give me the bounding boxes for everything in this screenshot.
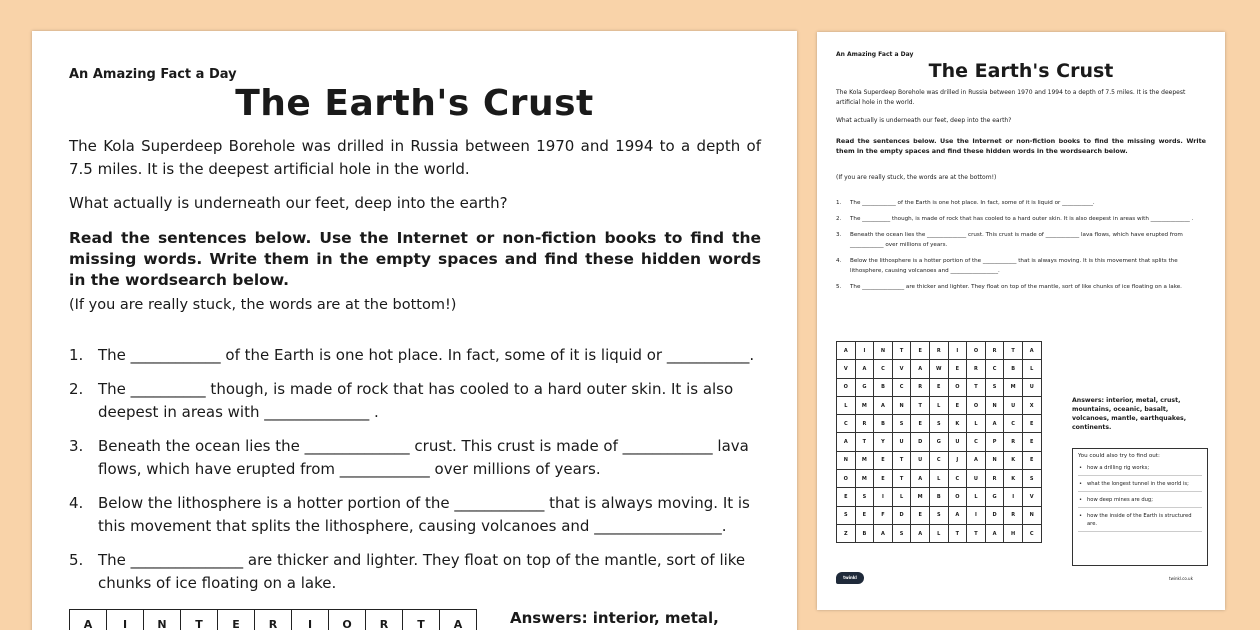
wordsearch-cell: C (967, 433, 986, 451)
answers-label: Answers: interior, metal, (510, 609, 719, 627)
wordsearch-cell: T (948, 524, 967, 542)
wordsearch-cell: O (967, 342, 986, 360)
wordsearch-row (837, 524, 1042, 542)
fill-in-small-item (836, 256, 1208, 276)
wordsearch-cell: E (218, 610, 255, 630)
wordsearch-cell: L (1022, 360, 1041, 378)
wordsearch-cell: A (837, 342, 856, 360)
wordsearch-cell: M (855, 451, 874, 469)
wordsearch-cell: M (911, 488, 930, 506)
wordsearch-cell: R (985, 470, 1004, 488)
wordsearch-cell: T (1004, 342, 1023, 360)
wordsearch-cell: N (874, 342, 893, 360)
wordsearch-cell: R (967, 360, 986, 378)
item-number: 1. (69, 346, 84, 364)
wordsearch-cell: L (837, 396, 856, 414)
item-number: 3. (69, 437, 84, 455)
wordsearch-cell: J (948, 451, 967, 469)
wordsearch-cell: B (855, 524, 874, 542)
wordsearch-cell: O (837, 378, 856, 396)
wordsearch-cell: V (892, 360, 911, 378)
item-text: The ____________ of the Earth is one hot place. In fact, some of it is liquid or ___________. (850, 200, 1095, 206)
wordsearch-cell: B (874, 415, 893, 433)
wordsearch-cell: R (1004, 433, 1023, 451)
wordsearch-cell: E (855, 506, 874, 524)
wordsearch-row (837, 415, 1042, 433)
wordsearch-cell: C (892, 378, 911, 396)
wordsearch-cell: A (70, 610, 107, 630)
worksheet-subtitle: An Amazing Fact a Day (69, 67, 237, 82)
wordsearch-cell: A (985, 415, 1004, 433)
wordsearch-row (837, 433, 1042, 451)
wordsearch-cell: E (929, 378, 948, 396)
wordsearch-cell: P (985, 433, 1004, 451)
wordsearch-cell: C (948, 470, 967, 488)
item-number: 2. (836, 216, 842, 222)
wordsearch-cell: A (440, 610, 477, 630)
find-out-title: You could also try to find out: (1078, 453, 1160, 459)
fill-in-small-item (836, 214, 1208, 224)
wordsearch-cell: V (1022, 488, 1041, 506)
wordsearch-cell: D (892, 506, 911, 524)
wordsearch-cell: T (892, 451, 911, 469)
wordsearch-cell: S (1022, 470, 1041, 488)
wordsearch-cell: I (967, 506, 986, 524)
find-out-item: • what the longest tunnel in the world is; (1078, 480, 1202, 492)
stuck-note: (If you are really stuck, the words are at the bottom!) (69, 297, 457, 313)
fill-in-item (69, 344, 769, 367)
wordsearch-cell: R (366, 610, 403, 630)
wordsearch-cell: E (948, 360, 967, 378)
instructions-text: Read the sentences below. Use the Internet or non-fiction books to find the missing words. Write them in the empty spaces and find these hidden words in the wordsearch below. (69, 229, 761, 289)
wordsearch-cell: L (967, 415, 986, 433)
item-text: The _______________ are thicker and lighter. They float on top of the mantle, sort of like chunks of ice floating on a lake. (98, 551, 746, 592)
wordsearch-cell: C (929, 451, 948, 469)
wordsearch-cell: A (911, 470, 930, 488)
item-text: The ____________ of the Earth is one hot place. In fact, some of it is liquid or ___________. (98, 346, 755, 364)
wordsearch-row (837, 342, 1042, 360)
wordsearch-cell: G (855, 378, 874, 396)
find-out-item: • how deep mines are dug; (1078, 496, 1202, 508)
wordsearch-row (837, 488, 1042, 506)
wordsearch-cell: A (967, 451, 986, 469)
wordsearch-cell: L (929, 396, 948, 414)
wordsearch-cell: O (837, 470, 856, 488)
wordsearch-cell: A (985, 524, 1004, 542)
wordsearch-row (837, 506, 1042, 524)
fill-in-list (69, 344, 769, 606)
wordsearch-cell: M (855, 470, 874, 488)
wordsearch-cell: C (837, 415, 856, 433)
wordsearch-row (837, 396, 1042, 414)
wordsearch-cell: R (255, 610, 292, 630)
wordsearch-cell: S (929, 506, 948, 524)
wordsearch-cell: W (929, 360, 948, 378)
find-out-box (1072, 448, 1208, 566)
wordsearch-cell: N (985, 451, 1004, 469)
wordsearch-cell: T (967, 524, 986, 542)
wordsearch-cell: R (985, 342, 1004, 360)
item-text: The __________ though, is made of rock that has cooled to a hard outer skin. It is also deepest in areas with ______________ . (98, 380, 734, 421)
twinkl-logo: twinkl (836, 572, 864, 584)
wordsearch-cell: C (1022, 524, 1041, 542)
wordsearch-cell: U (892, 433, 911, 451)
question-text-small: What actually is underneath our feet, deep into the earth? (836, 117, 1012, 124)
wordsearch-cell: S (929, 415, 948, 433)
wordsearch-cell: M (855, 396, 874, 414)
wordsearch-cell: H (1004, 524, 1023, 542)
wordsearch-cell: U (948, 433, 967, 451)
item-number: 2. (69, 380, 84, 398)
worksheet-page-small (817, 32, 1225, 610)
wordsearch-cell: E (911, 415, 930, 433)
item-number: 1. (836, 200, 842, 206)
wordsearch-cell: B (1004, 360, 1023, 378)
wordsearch-cell: L (967, 488, 986, 506)
wordsearch-cell: A (855, 360, 874, 378)
wordsearch-cell: T (892, 470, 911, 488)
wordsearch-cell: R (911, 378, 930, 396)
wordsearch-cell: L (929, 524, 948, 542)
wordsearch-cell: M (1004, 378, 1023, 396)
item-number: 5. (836, 284, 842, 290)
wordsearch-cell: E (874, 470, 893, 488)
wordsearch-cell: Y (874, 433, 893, 451)
wordsearch-row (837, 451, 1042, 469)
wordsearch-cell: N (892, 396, 911, 414)
worksheet-subtitle-small: An Amazing Fact a Day (836, 51, 914, 58)
wordsearch-cell: N (1022, 506, 1041, 524)
wordsearch-cell: G (985, 488, 1004, 506)
find-out-item: • how the inside of the Earth is structured are. (1078, 512, 1202, 532)
item-number: 4. (836, 258, 842, 264)
item-text: The __________ though, is made of rock that has cooled to a hard outer skin. It is also deepest in areas with ______________ . (850, 216, 1194, 222)
wordsearch-cell: N (837, 451, 856, 469)
wordsearch-cell: E (1022, 451, 1041, 469)
wordsearch-cell: A (948, 506, 967, 524)
wordsearch-cell: A (837, 433, 856, 451)
item-text: Beneath the ocean lies the ______________ crust. This crust is made of ____________ lava flows, which have erupted from ____________ over millions of years. (850, 232, 1183, 248)
wordsearch-cell: A (874, 396, 893, 414)
wordsearch-cell: K (1004, 470, 1023, 488)
wordsearch-cell: E (837, 488, 856, 506)
wordsearch-cell: E (1022, 415, 1041, 433)
fill-in-item (69, 492, 769, 538)
wordsearch-cell: I (107, 610, 144, 630)
wordsearch-cell: O (967, 396, 986, 414)
wordsearch-row (837, 360, 1042, 378)
item-text: Below the lithosphere is a hotter portion of the ____________ that is always moving. It is this movement that splits the lithosphere, causing volcanoes and _________________. (850, 258, 1178, 274)
wordsearch-cell: R (855, 415, 874, 433)
wordsearch-cell: L (892, 488, 911, 506)
wordsearch-cell: S (985, 378, 1004, 396)
fill-in-small-item (836, 282, 1208, 292)
worksheet-title-small: The Earth's Crust (928, 60, 1114, 82)
wordsearch-cell: U (1004, 396, 1023, 414)
wordsearch-cell: O (948, 378, 967, 396)
wordsearch-cell: S (837, 506, 856, 524)
answers-full: Answers: interior, metal, crust, mountains, oceanic, basalt, volcanoes, mantle, earthquakes, continents. (1072, 397, 1187, 431)
worksheet-page-large (32, 31, 797, 630)
wordsearch-cell: S (892, 524, 911, 542)
wordsearch-cell: T (181, 610, 218, 630)
item-text: Below the lithosphere is a hotter portion of the ____________ that is always moving. It is this movement that splits the lithosphere, causing volcanoes and _________________. (98, 494, 750, 535)
footer-url: twinkl.co.uk (1169, 576, 1193, 581)
wordsearch-cell: E (874, 451, 893, 469)
wordsearch-cell: T (911, 396, 930, 414)
item-number: 5. (69, 551, 84, 569)
wordsearch-cell: R (1004, 506, 1023, 524)
wordsearch-row (837, 378, 1042, 396)
wordsearch-cell: F (874, 506, 893, 524)
wordsearch-cell: T (892, 342, 911, 360)
wordsearch-cell: S (892, 415, 911, 433)
wordsearch-cell: N (144, 610, 181, 630)
wordsearch-cell: A (1022, 342, 1041, 360)
item-text: The _______________ are thicker and lighter. They float on top of the mantle, sort of like chunks of ice floating on a lake. (850, 284, 1182, 290)
wordsearch-cell: G (929, 433, 948, 451)
wordsearch-cell: C (985, 360, 1004, 378)
wordsearch-cell: T (403, 610, 440, 630)
item-text: Beneath the ocean lies the ______________ crust. This crust is made of ____________ lava flows, which have erupted from ____________ over millions of years. (98, 437, 749, 478)
instructions-text-small: Read the sentences below. Use the Internet or non-fiction books to find the missing words. Write them in the empty spaces and find these hidden words in the wordsearch below. (836, 137, 1206, 155)
wordsearch-cell: U (1022, 378, 1041, 396)
wordsearch-grid (69, 609, 477, 630)
wordsearch-cell: A (874, 524, 893, 542)
item-number: 4. (69, 494, 84, 512)
wordsearch-cell: S (855, 488, 874, 506)
fill-in-item (69, 435, 769, 481)
wordsearch-cell: K (948, 415, 967, 433)
wordsearch-cell: X (1022, 396, 1041, 414)
wordsearch-cell: O (329, 610, 366, 630)
wordsearch-cell: T (967, 378, 986, 396)
wordsearch-cell: U (967, 470, 986, 488)
wordsearch-cell: D (911, 433, 930, 451)
stuck-note-small: (If you are really stuck, the words are at the bottom!) (836, 174, 997, 181)
fill-in-item (69, 378, 769, 424)
intro-paragraph: The Kola Superdeep Borehole was drilled in Russia between 1970 and 1994 to a depth of 7.5 miles. It is the deepest artificial hole in the world. (69, 137, 761, 178)
find-out-item: • how a drilling rig works; (1078, 464, 1202, 476)
wordsearch-cell: A (911, 524, 930, 542)
wordsearch-cell: I (874, 488, 893, 506)
wordsearch-cell: K (1004, 451, 1023, 469)
wordsearch-row (837, 470, 1042, 488)
wordsearch-cell: A (911, 360, 930, 378)
wordsearch-cell: E (911, 342, 930, 360)
wordsearch-cell: L (929, 470, 948, 488)
fill-in-small-item (836, 230, 1208, 250)
fill-in-list-small (836, 198, 1208, 298)
wordsearch-cell: C (874, 360, 893, 378)
wordsearch-cell: B (874, 378, 893, 396)
wordsearch-grid-small (836, 341, 1042, 543)
find-out-list (1078, 464, 1202, 532)
fill-in-item (69, 549, 769, 595)
wordsearch-cell: R (929, 342, 948, 360)
worksheet-title: The Earth's Crust (235, 83, 594, 124)
wordsearch-cell: E (948, 396, 967, 414)
wordsearch-row (70, 610, 477, 630)
intro-paragraph-small: The Kola Superdeep Borehole was drilled in Russia between 1970 and 1994 to a depth of 7.5 miles. It is the deepest artificial hole in the world. (836, 89, 1186, 106)
wordsearch-cell: I (292, 610, 329, 630)
item-number: 3. (836, 232, 842, 238)
wordsearch-cell: N (985, 396, 1004, 414)
wordsearch-cell: O (948, 488, 967, 506)
wordsearch-cell: U (911, 451, 930, 469)
wordsearch-cell: E (1022, 433, 1041, 451)
wordsearch-cell: T (855, 433, 874, 451)
wordsearch-cell: I (948, 342, 967, 360)
wordsearch-cell: D (985, 506, 1004, 524)
question-text: What actually is underneath our feet, deep into the earth? (69, 194, 508, 212)
wordsearch-cell: V (837, 360, 856, 378)
wordsearch-cell: I (1004, 488, 1023, 506)
wordsearch-cell: C (1004, 415, 1023, 433)
wordsearch-cell: E (911, 506, 930, 524)
wordsearch-cell: B (929, 488, 948, 506)
wordsearch-cell: I (855, 342, 874, 360)
fill-in-small-item (836, 198, 1208, 208)
wordsearch-cell: Z (837, 524, 856, 542)
